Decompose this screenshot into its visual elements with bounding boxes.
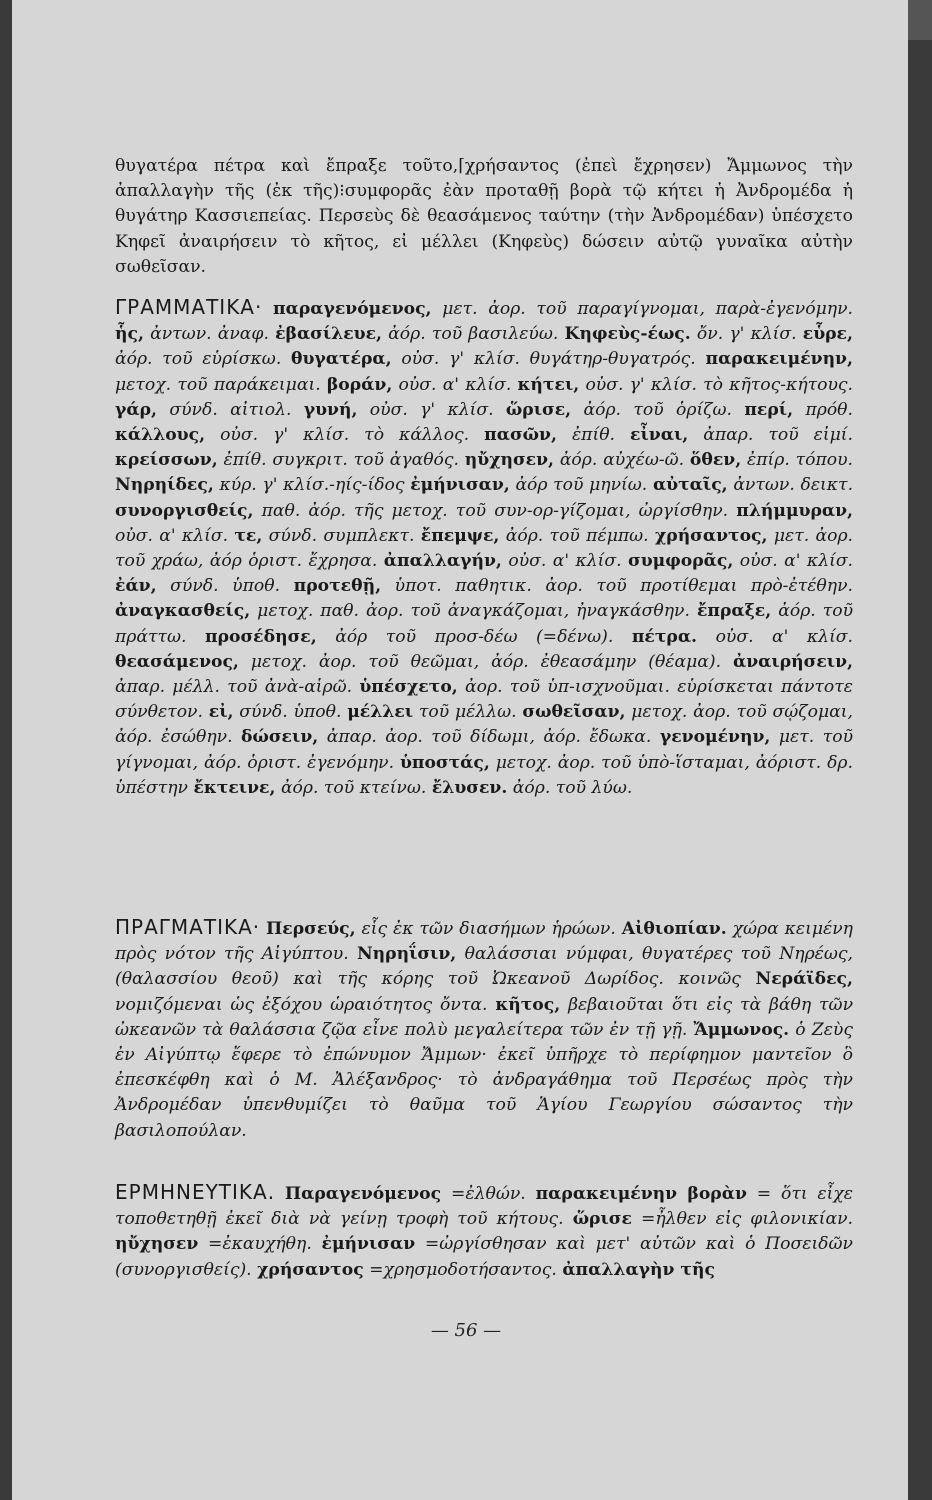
entry-definition: οὐσ. α' κλίσ. — [739, 551, 854, 572]
entry-term: Αἰθιοπίαν. — [621, 919, 727, 939]
entry-term: ἀναιρήσειν, — [733, 651, 853, 672]
entry-definition: οὐσ. α' κλίσ. — [115, 525, 229, 546]
entry-term: κάλλους, — [115, 425, 206, 446]
entry-definition: ἀόρ. τοῦ ὁρίζω. — [583, 399, 732, 420]
entry-definition: σύνδ. ὑποθ. — [239, 702, 342, 723]
entry-term: ὑπέσχετο, — [359, 677, 458, 698]
entry-definition: ἀπαρ. ἀορ. τοῦ δίδωμι, ἀόρ. ἔδωκα. — [326, 727, 652, 748]
entry-definition: κύρ. γ' κλίσ.-ηίς-ίδος — [219, 475, 405, 496]
entry-definition: =ἐκαυχήθη. — [208, 1234, 312, 1255]
entry-definition: μετ. τοῦ γίγνομαι, ἀόρ. ὁριστ. ἐγενόμην. — [115, 727, 854, 773]
entry-term: πλήμμυραν, — [736, 500, 854, 521]
entry-term: ἐμήνισαν, — [410, 475, 510, 496]
entry-definition: ἀντων. δεικτ. — [733, 475, 854, 496]
entry-definition: εἷς ἐκ τῶν διασήμων ἡρώων. — [361, 919, 616, 939]
entry-term: ἔκτεινε, — [193, 777, 276, 798]
grammatika-heading: ΓΡΑΜΜΑΤΙΚΑ· — [115, 295, 263, 319]
entry-term: συνοργισθείς, — [115, 500, 254, 521]
entry-definition: βεβαιοῦται ὅτι εἰς τὰ βάθη τῶν ὠκεανῶν τὰ θαλάσσια ζῷα εἶνε πολὺ μεγαλείτερα τῶν ἐν τῇ γῇ. — [115, 994, 854, 1040]
entry-term: ὥρισε, — [505, 399, 572, 420]
entry-term: ἧς, — [115, 324, 144, 345]
entry-term: χρήσαντος — [257, 1259, 364, 1280]
entry-term: δώσειν, — [241, 727, 319, 748]
entry-definition: οὐσ. α' κλίσ. — [715, 626, 853, 647]
pragmatika-section — [115, 915, 853, 1144]
entry-term: ηὔχησεν — [115, 1234, 199, 1255]
entry-term: εἰ, — [208, 702, 234, 723]
entry-definition: ἀόρ. τοῦ εὑρίσκω. — [115, 349, 282, 370]
entry-term: εὗρε, — [802, 324, 853, 345]
entry-term: βοράν, — [326, 374, 393, 395]
entry-definition: ὑποτ. παθητικ. ἀορ. τοῦ προτίθεμαι πρὸ-ἐτέθην. — [394, 576, 853, 597]
entry-definition: μετοχ. ἀορ. τοῦ ὑπὸ-ἵσταμαι, ἀόριστ. δρ. ὑπέστην — [115, 752, 853, 798]
intro-text: θυγατέρα πέτρα καὶ ἔπραξε τοῦτο,⌈χρήσαντος (ἐπεὶ ἔχρησεν) Ἄμμωνος τὴν ἀπαλλαγὴν τῆς (ἐκ τῆς)⁝συμφορᾶς ἐὰν προταθῇ βορὰ τῷ κήτει ἡ Ἀνδρομέδα ἡ θυγάτηρ Κασσιεπείας. Περσεὺς δὲ θεασάμενος ταύτην (τὴν Ἀνδρομέδαν) ὑπέσχετο Κηφεῖ ἀναιρήσειν τὸ κῆτος, εἰ μέλλει (Κηφεὺς) δώσειν αὐτῷ γυναῖκα αὐτὴν σωθεῖσαν. — [115, 156, 853, 277]
entry-definition: σύνδ. ὑποθ. — [170, 576, 281, 597]
entry-definition: μετοχ. ἀορ. τοῦ θεῶμαι, ἀόρ. ἐθεασάμην (θέαμα). — [250, 651, 722, 672]
entry-term: ἐμήνισαν — [321, 1234, 416, 1255]
entry-definition: ἀορ. τοῦ ὑπ-ισχνοῦμαι. εὑρίσκεται πάντοτε σύνθετον. — [115, 677, 853, 723]
entry-definition: μετοχ. παθ. ἀορ. τοῦ ἀναγκάζομαι, ἠναγκάσθην. — [257, 601, 690, 622]
entry-term: ὑποστάς, — [399, 752, 490, 773]
entry-term: Νηρηίδες, — [115, 475, 214, 496]
pragmatika-heading: ΠΡΑΓΜΑΤΙΚΑ· — [115, 915, 261, 939]
entry-term: ὅθεν, — [689, 450, 742, 471]
entry-term: ἐάν, — [115, 576, 157, 597]
entry-definition: ἐπίθ. — [571, 425, 616, 446]
entry-term: περί, — [744, 399, 794, 420]
pragmatika-list — [115, 915, 853, 1144]
entry-term: Νηρηΐσιν, — [356, 944, 457, 965]
entry-definition: οὐσ. γ' κλίσ. τὸ κῆτος-κήτους. — [585, 374, 854, 395]
entry-term: τε, — [234, 525, 263, 546]
entry-definition: οὐσ. α' κλίσ. — [508, 551, 622, 572]
entry-term: Περσεύς, — [266, 919, 356, 939]
entry-definition: τοῦ μέλλω. — [418, 702, 517, 723]
grammatika-section — [115, 295, 853, 801]
entry-definition: οὐσ. γ' κλίσ. — [369, 399, 494, 420]
entry-term: προτεθῇ, — [293, 576, 382, 597]
entry-definition: οὐσ. γ' κλίσ. τὸ κάλλος. — [220, 425, 470, 446]
entry-term: ἐβασίλευε, — [275, 324, 383, 345]
entry-term: μέλλει — [347, 702, 414, 723]
entry-term: Ἄμμωνος. — [693, 1019, 790, 1040]
entry-definition: ἐπίρ. τόπου. — [746, 450, 853, 471]
entry-term: Παραγενόμενος — [284, 1184, 442, 1204]
entry-definition: ἀόρ. τοῦ κτείνω. — [280, 777, 427, 798]
entry-definition: μετοχ. ἀορ. τοῦ σῴζομαι, ἀόρ. ἐσώθην. — [115, 702, 853, 748]
entry-term: ἀπαλλαγὴν τῆς — [562, 1259, 715, 1280]
entry-definition: ἀόρ τοῦ προσ-δέω (=δένω). — [335, 626, 614, 647]
entry-definition: ἀόρ. αὐχέω-ῶ. — [559, 450, 685, 471]
entry-term: θεασάμενος, — [115, 651, 239, 672]
entry-definition: = ὅτι εἶχε τοποθετηθῇ ἐκεῖ διὰ νὰ γείνῃ τροφὴ τοῦ κήτους. — [115, 1184, 854, 1230]
entry-term: κρείσσων, — [115, 450, 218, 471]
intro-paragraph — [115, 154, 853, 280]
entry-term: γενομένην, — [659, 727, 771, 748]
entry-definition: σύνδ. αἰτιολ. — [169, 399, 292, 420]
entry-term: ἔλυσεν. — [431, 777, 508, 798]
entry-definition: ἀντων. ἀναφ. — [150, 324, 269, 345]
entry-term: παρακειμένην, — [705, 349, 853, 370]
entry-definition: ἐπίθ. συγκριτ. τοῦ ἀγαθός. — [223, 450, 459, 471]
entry-term: εἶναι, — [630, 425, 689, 446]
entry-definition: =ἦλθεν εἰς φιλονικίαν. — [640, 1209, 854, 1230]
page-number: — 56 — — [430, 1320, 502, 1341]
entry-term: κήτει, — [517, 374, 580, 395]
entry-definition: σύνδ. συμπλεκτ. — [268, 525, 415, 546]
entry-definition: ἀπαρ. τοῦ εἰμί. — [703, 425, 854, 446]
entry-definition: ἀόρ. τοῦ βασιλεύω. — [388, 324, 559, 345]
entry-definition: μετοχ. τοῦ παράκειμαι. — [115, 374, 321, 395]
entry-definition: =χρησμοδοτήσαντος. — [369, 1259, 557, 1280]
ermineftika-section — [115, 1180, 853, 1283]
page — [12, 0, 908, 1500]
entry-term: χρήσαντος, — [654, 525, 768, 546]
entry-definition: χώρα κειμένη πρὸς νότον τῆς Αἰγύπτου. — [115, 919, 853, 965]
entry-term: γάρ, — [115, 399, 157, 420]
entry-definition: θαλάσσιαι νύμφαι, θυγατέρες τοῦ Νηρέως, (θαλασσίου θεοῦ) καὶ τῆς κόρης τοῦ Ὠκεανοῦ Δωρίδος. κοινῶς — [115, 944, 854, 990]
entry-term: γυνή, — [303, 399, 358, 420]
entry-definition: μετ. ἀορ. τοῦ παραγίγνομαι, παρὰ-ἐγενόμην. — [442, 299, 853, 319]
entry-term: κῆτος, — [495, 994, 561, 1015]
entry-term: Κηφεὺς-έως. — [564, 324, 691, 345]
ermineftika-list — [115, 1180, 853, 1283]
entry-definition: ἀόρ. τοῦ πέμπω. — [505, 525, 649, 546]
entry-term: ὥρισε — [572, 1209, 632, 1230]
entry-term: πέτρα. — [631, 626, 698, 647]
entry-term: ἀπαλλαγήν, — [383, 551, 502, 572]
entry-term: αὐταῖς, — [652, 475, 728, 496]
entry-definition: πρόθ. — [805, 399, 853, 420]
grammatika-list — [115, 295, 853, 801]
page-edge — [908, 0, 932, 40]
entry-term: προσέδησε, — [205, 626, 317, 647]
entry-definition: ὁ Ζεὺς ἐν Αἰγύπτῳ ἔφερε τὸ ἐπώνυμον Ἄμμων· ἐκεῖ ὑπῆρχε τὸ περίφημον μαντεῖον ὃ ἐπεσκέφθη καὶ ὁ Μ. Ἀλέξανδρος· τὸ ἀνδραγάθημα τοῦ Περσέως πρὸς τὴν Ἀνδρομέδαν ὑπενθυμίζει τὸ θαῦμα τοῦ Ἁγίου Γεωργίου σώσαντος τὴν βασιλοπούλαν. — [115, 1019, 854, 1141]
entry-definition: =ἐλθών. — [450, 1184, 526, 1204]
entry-term: ἔπραξε, — [696, 601, 772, 622]
entry-definition: οὐσ. α' κλίσ. — [398, 374, 512, 395]
entry-definition: νομιζόμεναι ὡς ἐξόχου ὡραιότητος ὄντα. — [115, 994, 488, 1015]
entry-term: σωθεῖσαν, — [522, 702, 626, 723]
entry-definition: μετ. ἀορ. τοῦ χράω, ἀόρ ὁριστ. ἔχρησα. — [115, 525, 854, 572]
entry-definition: =ὠργίσθησαν καὶ μετ' αὐτῶν καὶ ὁ Ποσειδῶν (συνοργισθείς). — [115, 1234, 853, 1280]
entry-term: ἀναγκασθείς, — [115, 601, 251, 622]
entry-term: ἔπεμψε, — [420, 525, 500, 546]
entry-term: ηὔχησεν, — [464, 450, 555, 471]
entry-definition: ἀόρ. τοῦ πράττω. — [115, 601, 854, 647]
entry-definition: ἀόρ τοῦ μηνίω. — [515, 475, 648, 496]
entry-term: συμφορᾶς, — [628, 551, 734, 572]
ermineftika-heading: ΕΡΜΗΝΕΥΤΙΚΑ. — [115, 1180, 276, 1204]
entry-term: Νεράϊδες, — [755, 969, 853, 990]
entry-term: παραγενόμενος, — [273, 299, 432, 319]
entry-definition: ἀόρ. τοῦ λύω. — [512, 777, 633, 798]
entry-definition: ἀπαρ. μέλλ. τοῦ ἀνὰ-αἱρῶ. — [115, 677, 353, 698]
entry-definition: οὐσ. γ' κλίσ. θυγάτηρ-θυγατρός. — [401, 349, 696, 370]
entry-term: θυγατέρα, — [291, 349, 392, 370]
entry-definition: ὄν. γ' κλίσ. — [696, 324, 797, 345]
entry-term: παρακειμένην βορὰν — [535, 1184, 747, 1204]
entry-definition: παθ. ἀόρ. τῆς μετοχ. τοῦ συν-ορ-γίζομαι, ὠργίσθην. — [261, 500, 729, 521]
entry-term: πασῶν, — [484, 425, 557, 446]
